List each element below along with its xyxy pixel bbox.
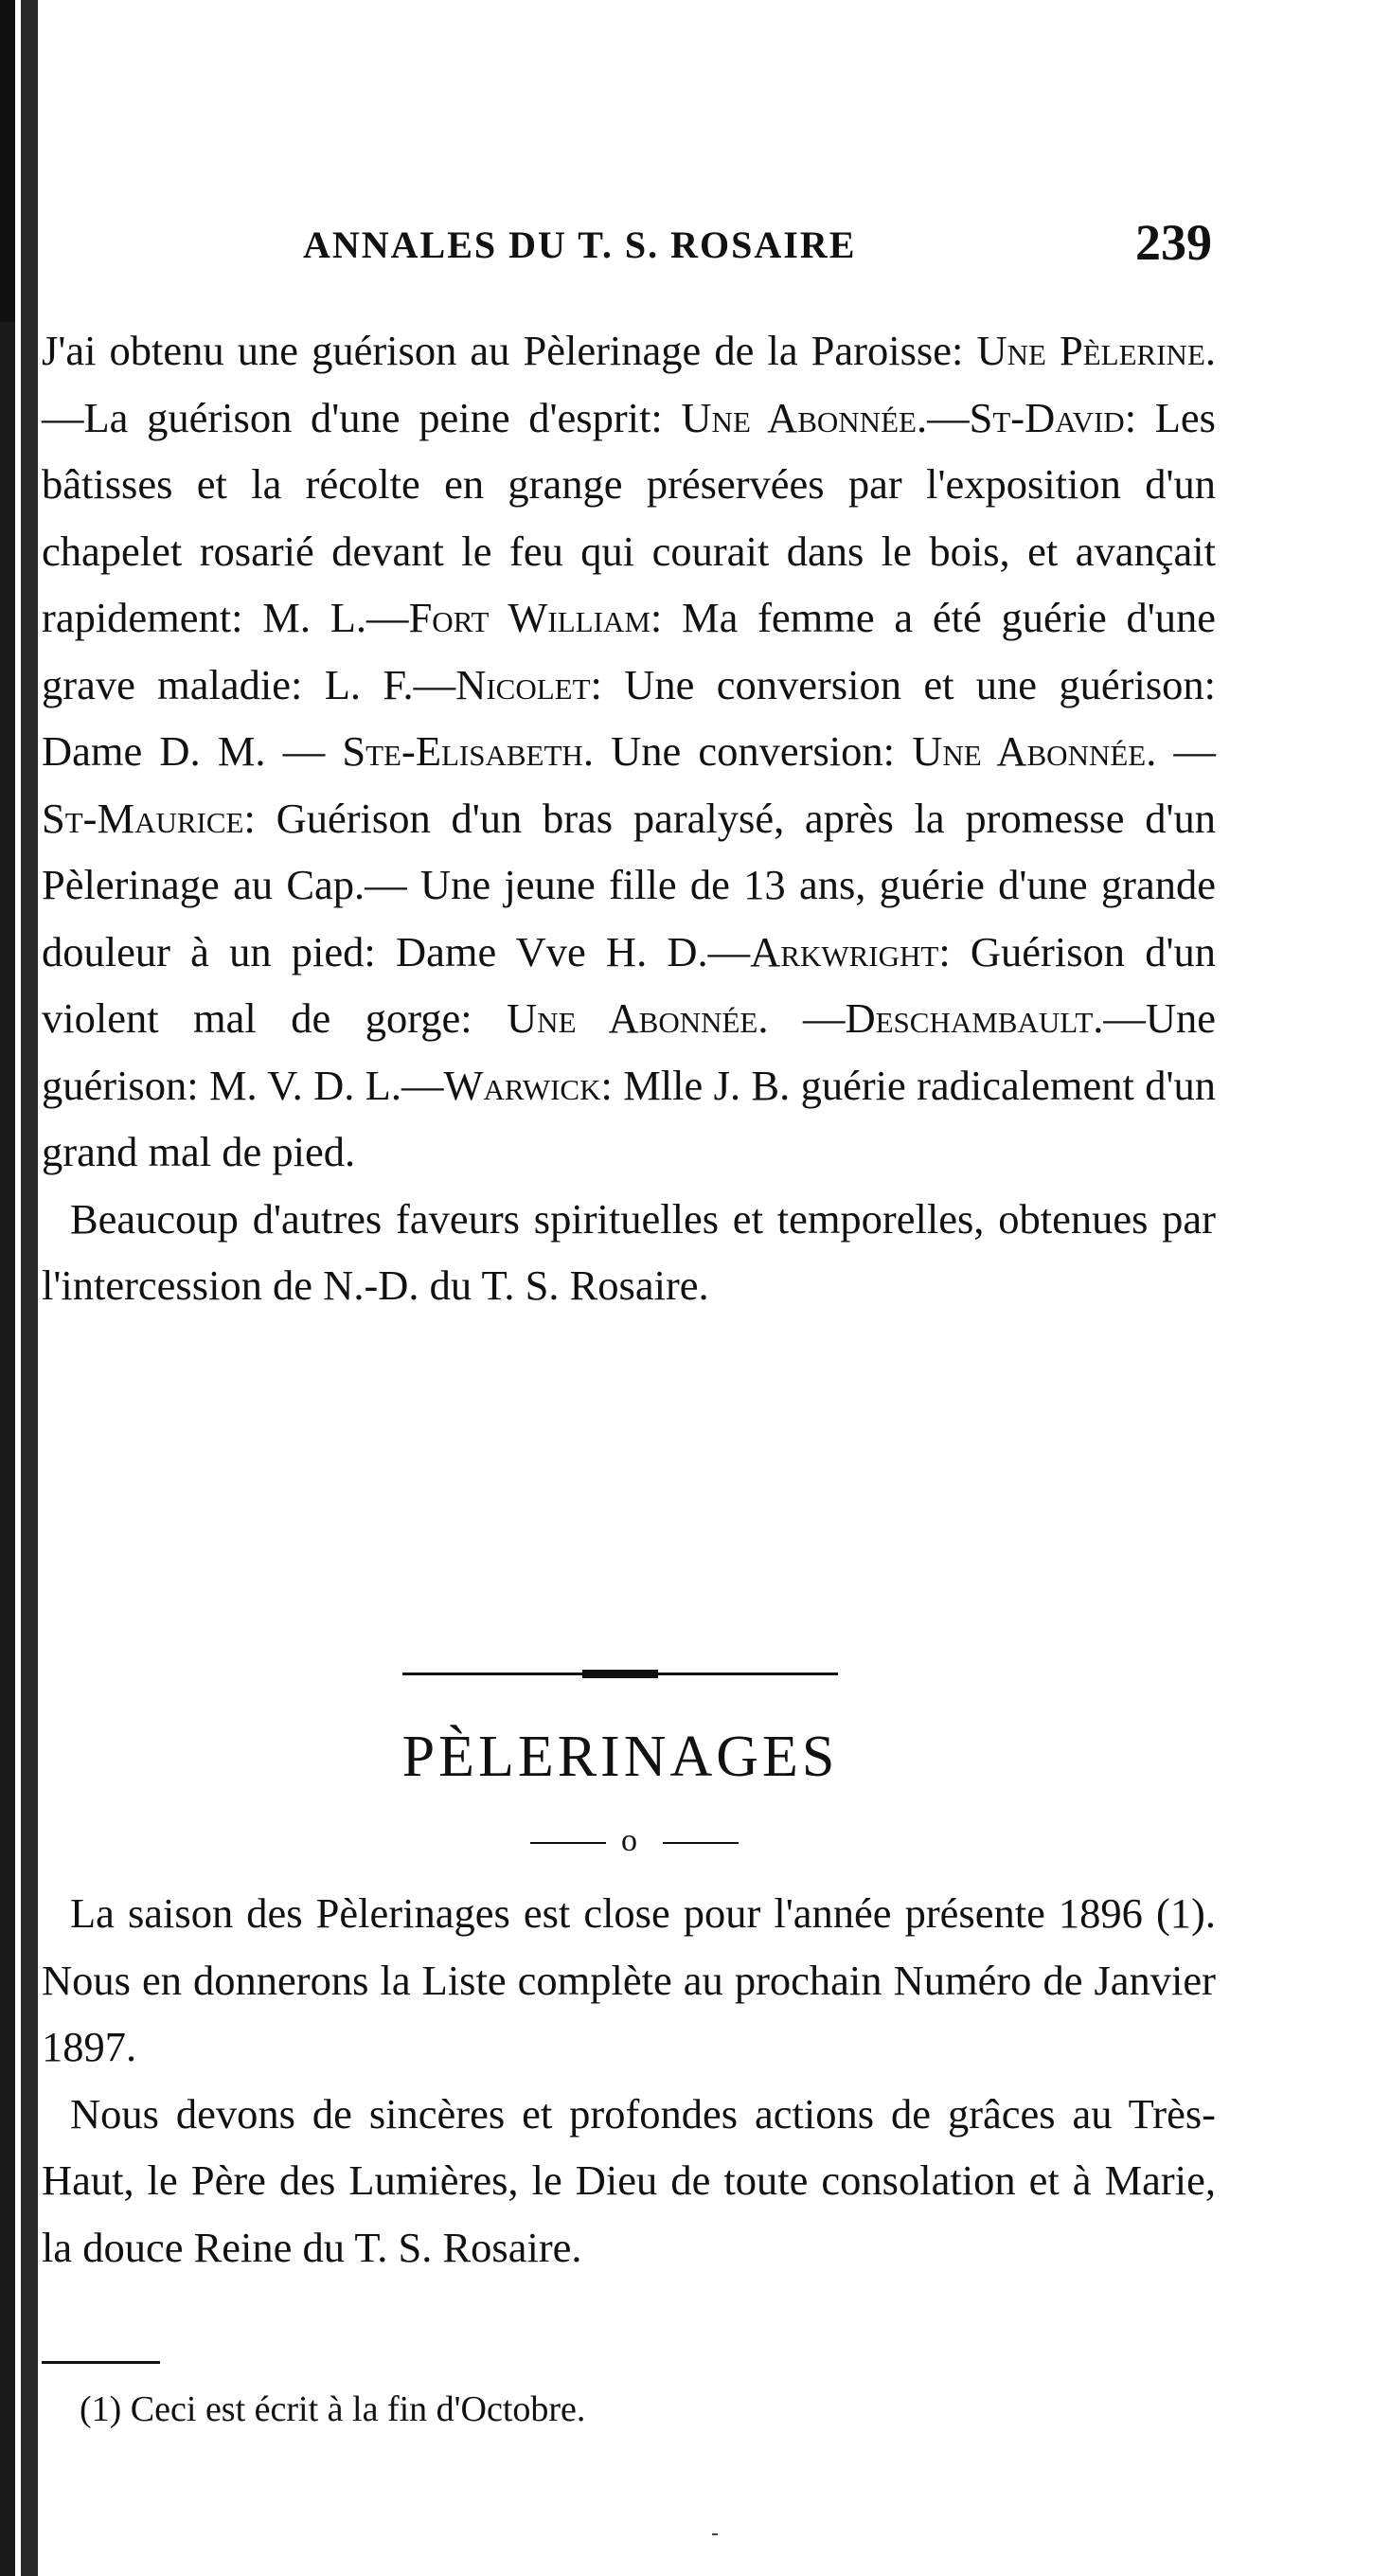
title-ornament [530, 1823, 739, 1861]
place-name: St-Maurice [42, 794, 244, 842]
section-divider [402, 1669, 838, 1678]
text-run: : Les bâtisses et la récolte en grange préservées par l'exposition d'un chapelet rosarié devant le feu qui courait dans le bois, et avançait rapidement: M. L.— [42, 393, 1216, 641]
section-title: PÈLERINAGES [401, 1725, 839, 1789]
footnote-rule [42, 2361, 160, 2364]
place-name: Nicolet [455, 660, 591, 708]
text-run: : Une conversion et une guérison: Dame D. M. — [42, 660, 1216, 775]
text-run: : Ma femme a été guérie d'une grave maladie: L. F.— [42, 594, 1217, 708]
place-name: Fort William [408, 594, 650, 641]
page-gutter [0, 0, 42, 2576]
page-number: 239 [1135, 214, 1212, 271]
print-speck [712, 2533, 718, 2535]
running-title: ANNALES DU T. S. ROSAIRE [303, 224, 857, 266]
closing-paragraph: Beaucoup d'autres faveurs spirituelles et temporelles, obtenues par l'intercession de N.-D. du T. S. Rosaire. [42, 1194, 1216, 1309]
testimonials-block [42, 317, 1216, 1319]
text-run: : Guérison d'un violent mal de gorge: [42, 927, 1216, 1042]
place-name: Ste-Elisabeth [342, 727, 583, 775]
place-name: Arkwright [750, 927, 939, 975]
place-name: Deschambault [845, 994, 1094, 1042]
divider-line [402, 1673, 587, 1675]
gutter-shadow [0, 0, 15, 322]
text-run: — [1156, 727, 1217, 775]
divider-line [653, 1673, 838, 1675]
place-name: Warwick [443, 1061, 601, 1109]
text-run: .—Une guérison: M. V. D. L.— [42, 994, 1217, 1109]
paragraph: Nous devons de sincères et profondes actions de grâces au Très-Haut, le Père des Lumières, le Dieu de toute consolation et à Marie, la douce Reine du T. S. Rosaire. [42, 2089, 1216, 2271]
text-run: . Une conversion: [582, 727, 896, 775]
signature-place: Une Abonnée.—St-David [681, 393, 1125, 441]
footnote: (1) Ceci est écrit à la fin d'Octobre. [80, 2389, 586, 2429]
page-header [303, 213, 1212, 279]
text-run: —La guérison d'une peine d'esprit: [42, 393, 663, 441]
testimonial-paragraph [42, 317, 1216, 1186]
divider-center [582, 1670, 658, 1678]
text-run: : Guérison d'un bras paralysé, après la promesse d'un Pèlerinage au Cap.— Une jeune fille de 13 ans, guérie d'une grande douleur à un pied: Dame Vve H. D.— [42, 794, 1216, 975]
text-run: — [768, 994, 846, 1042]
text-run: : Mlle J. B. guérie radicalement d'un grand mal de pied. [42, 1061, 1216, 1175]
pilgrimages-block [42, 1880, 1216, 2281]
ornament-dash [530, 1842, 606, 1844]
signature: Une Pèlerine. [976, 327, 1217, 374]
signature: Une Abonnée. [507, 994, 769, 1042]
paragraph: La saison des Pèlerinages est close pour l'année présente 1896 (1). Nous en donnerons la Liste complète au prochain Numéro de Janvier 1897. [42, 1889, 1216, 2070]
signature: Une Abonnée. [912, 727, 1157, 775]
ornament-glyph: o [621, 1823, 637, 1858]
ornament-dash [663, 1842, 739, 1844]
text-run: J'ai obtenu une guérison au Pèlerinage de la Paroisse: [42, 327, 964, 374]
